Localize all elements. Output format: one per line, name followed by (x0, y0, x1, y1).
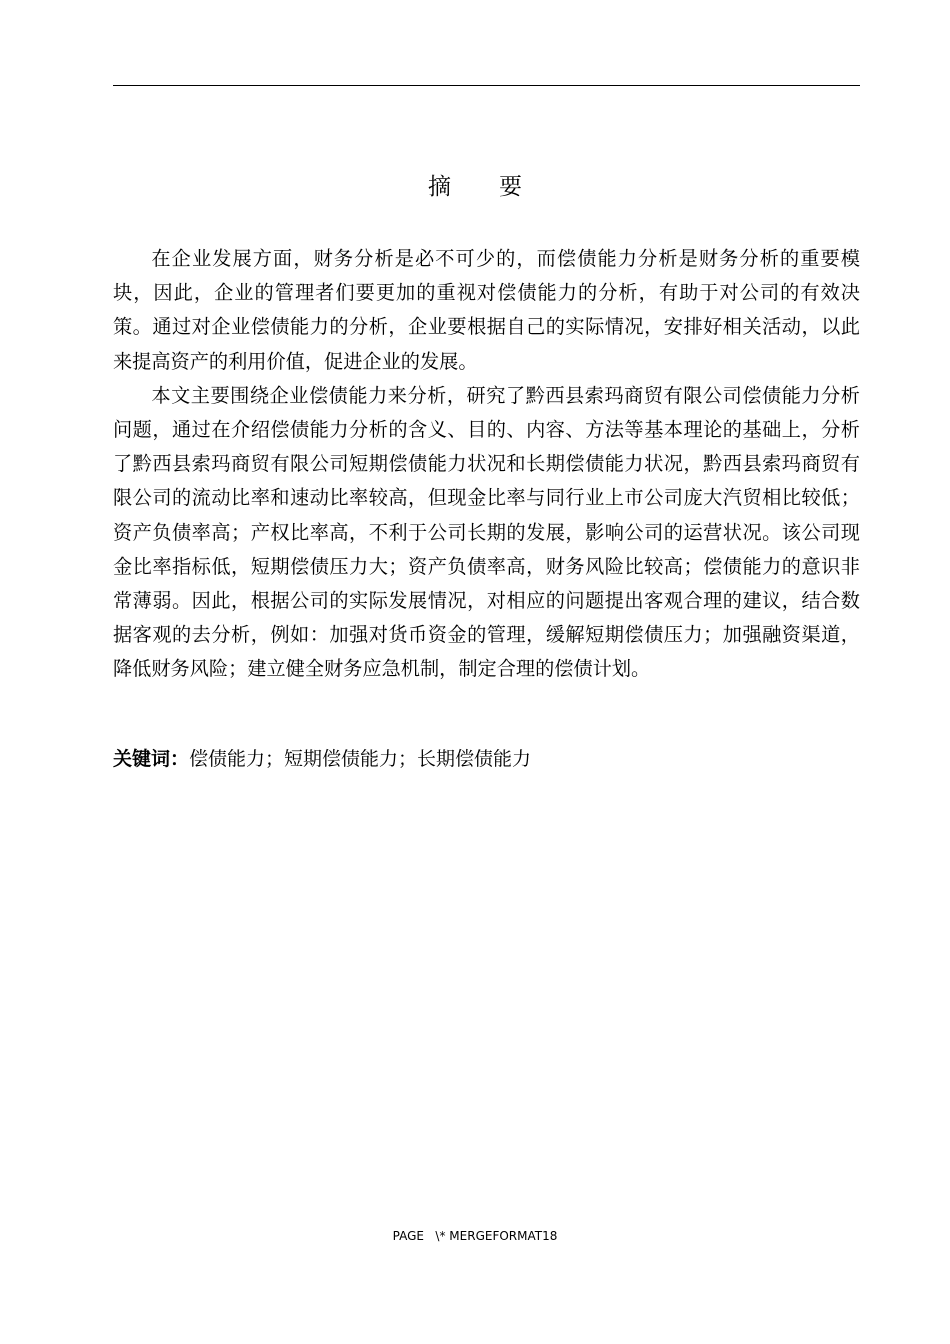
header-rule (113, 85, 860, 86)
keywords-label: 关键词： (113, 748, 190, 770)
keywords-text: 偿债能力；短期偿债能力；长期偿债能力 (189, 748, 532, 770)
abstract-paragraph-1: 在企业发展方面，财务分析是必不可少的，而偿债能力分析是财务分析的重要模块，因此，企业的管理者们要更加的重视对偿债能力的分析，有助于对公司的有效决策。通过对企业偿债能力的分析，企业要根据自己的实际情况，安排好相关活动，以此来提高资产的利用价值，促进企业的发展。 (113, 247, 860, 373)
title-char-2: 要 (499, 174, 522, 200)
title-char-1: 摘 (428, 174, 451, 200)
page-footer: PAGE \* MERGEFORMAT18 (392, 1229, 558, 1243)
keywords-line (113, 744, 860, 774)
abstract-paragraph-2: 本文主要围绕企业偿债能力来分析，研究了黔西县索玛商贸有限公司偿债能力分析问题，通过在介绍偿债能力分析的含义、目的、内容、方法等基本理论的基础上，分析了黔西县索玛商贸有限公司短期偿债能力状况和长期偿债能力状况，黔西县索玛商贸有限公司的流动比率和速动比率较高，但现金比率与同行业上市公司庞大汽贸相比较低；资产负债率高；产权比率高，不利于公司长期的发展，影响公司的运营状况。该公司现金比率指标低，短期偿债压力大；资产负债率高，财务风险比较高；偿债能力的意识非常薄弱。因此，根据公司的实际发展情况，对相应的问题提出客观合理的建议，结合数据客观的去分析，例如：加强对货币资金的管理，缓解短期偿债压力；加强融资渠道，降低财务风险；建立健全财务应急机制，制定合理的偿债计划。 (113, 383, 860, 681)
page-title (0, 168, 950, 201)
abstract-body (113, 242, 860, 687)
